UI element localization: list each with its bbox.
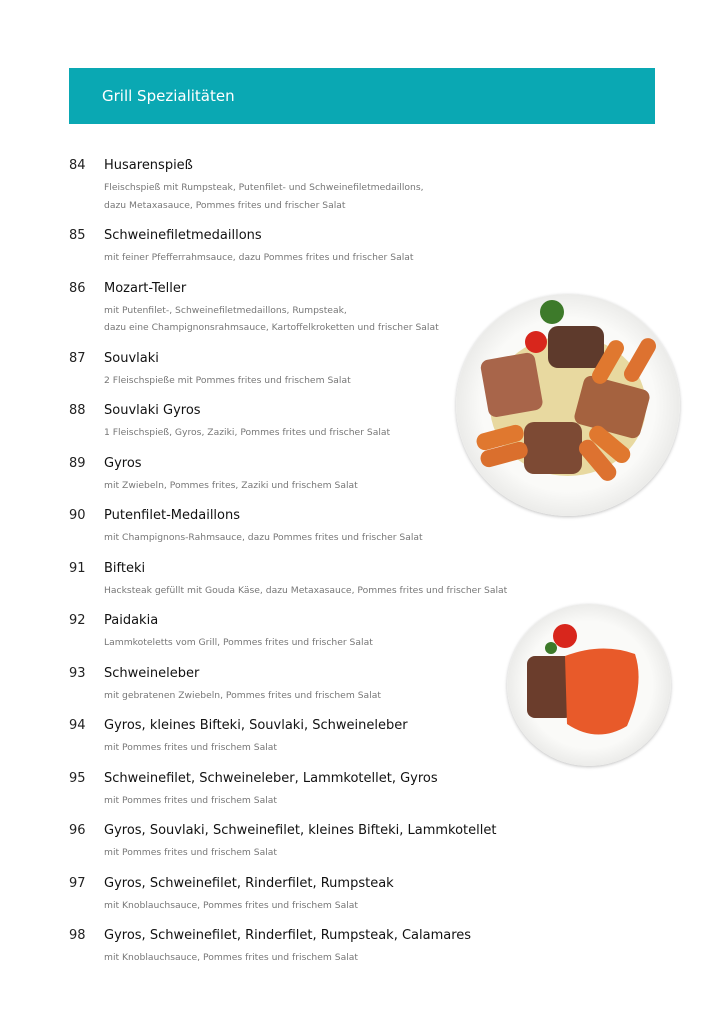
item-description	[104, 739, 277, 757]
item-title: Schweinefilet, Schweineleber, Lammkotellet, Gyros	[104, 770, 438, 786]
menu-item	[69, 228, 549, 281]
item-number: 84	[69, 158, 86, 173]
item-description-line: 2 Fleischspieße mit Pommes frites und frischem Salat	[104, 374, 351, 386]
item-number: 98	[69, 928, 86, 943]
item-title: Husarenspieß	[104, 158, 193, 173]
item-title: Gyros, Souvlaki, Schweinefilet, kleines Bifteki, Lammkotellet	[104, 823, 497, 838]
item-title: Schweineleber	[104, 665, 200, 681]
item-number: 95	[69, 770, 86, 786]
item-title: Souvlaki Gyros	[104, 403, 201, 418]
menu-item	[69, 158, 549, 228]
item-description-line: mit feiner Pfefferrahmsauce, dazu Pommes frites und frischer Salat	[104, 252, 414, 263]
item-description	[104, 897, 358, 915]
item-description	[104, 634, 373, 652]
menu-item	[69, 823, 549, 876]
item-title: Mozart-Teller	[104, 280, 187, 296]
item-title: Souvlaki	[104, 350, 159, 366]
section-header	[69, 68, 655, 124]
menu-item	[69, 771, 549, 824]
menu-list	[69, 158, 549, 981]
item-title: Gyros, kleines Bifteki, Souvlaki, Schweineleber	[104, 718, 408, 733]
item-description	[104, 477, 358, 495]
item-description-line: mit Champignons-Rahmsauce, dazu Pommes frites und frischer Salat	[104, 532, 423, 543]
item-description-line: dazu Metaxasauce, Pommes frites und frischer Salat	[104, 199, 346, 211]
item-description-line: 1 Fleischspieß, Gyros, Zaziki, Pommes frites und frischer Salat	[104, 427, 391, 438]
item-title: Putenfilet-Medaillons	[104, 508, 241, 523]
item-number: 86	[69, 280, 86, 296]
item-description	[104, 582, 507, 600]
item-number: 90	[69, 508, 86, 523]
item-description	[104, 529, 423, 547]
item-number: 87	[69, 350, 86, 366]
schnitzel-food-icon	[507, 604, 671, 766]
item-description-line: mit Zwiebeln, Pommes frites, Zaziki und frischem Salat	[104, 479, 358, 491]
item-description	[104, 844, 277, 862]
menu-item	[69, 666, 549, 719]
item-description-line: mit Pommes frites und frischem Salat	[104, 847, 278, 858]
item-number: 97	[69, 875, 86, 891]
menu-item	[69, 928, 549, 981]
item-description-line: mit Knoblauchsauce, Pommes frites und frischem Salat	[104, 952, 359, 963]
item-title: Gyros	[104, 455, 142, 471]
item-description-line: mit Knoblauchsauce, Pommes frites und frischem Salat	[104, 899, 359, 911]
mixed-grill-plate-image	[456, 294, 680, 516]
item-number: 91	[69, 560, 86, 576]
item-title: Gyros, Schweinefilet, Rinderfilet, Rumpsteak	[104, 875, 394, 891]
item-number: 92	[69, 613, 86, 628]
item-description-line: mit Pommes frites und frischem Salat	[104, 794, 278, 806]
item-description	[104, 179, 424, 214]
item-description	[104, 687, 381, 705]
item-title: Paidakia	[104, 613, 159, 628]
menu-item	[69, 561, 549, 614]
item-number: 93	[69, 665, 86, 681]
menu-item	[69, 613, 549, 666]
item-description-line: mit gebratenen Zwiebeln, Pommes frites und frischem Salat	[104, 689, 381, 701]
item-description-line: mit Pommes frites und frischem Salat	[104, 742, 278, 753]
section-title: Grill Spezialitäten	[102, 87, 235, 105]
item-description	[104, 424, 390, 442]
item-description-line: dazu eine Champignonsrahmsauce, Kartoffelkroketten und frischer Salat	[104, 322, 439, 333]
item-description	[104, 249, 414, 267]
item-number: 88	[69, 403, 86, 418]
mixed-grill-food-icon	[456, 294, 680, 516]
menu-item	[69, 876, 549, 929]
item-description	[104, 372, 351, 390]
item-description	[104, 949, 358, 967]
item-number: 96	[69, 823, 86, 838]
item-number: 94	[69, 718, 86, 733]
item-description-line: Lammkoteletts vom Grill, Pommes frites und frischer Salat	[104, 637, 373, 648]
item-description-line: Fleischspieß mit Rumpsteak, Putenfilet- und Schweinefiletmedaillons,	[104, 182, 424, 193]
menu-item	[69, 718, 549, 771]
item-title: Schweinefiletmedaillons	[104, 228, 262, 243]
item-number: 85	[69, 228, 86, 243]
item-description	[104, 792, 277, 810]
item-description	[104, 302, 439, 337]
item-title: Bifteki	[104, 560, 146, 576]
item-description-line: Hacksteak gefüllt mit Gouda Käse, dazu Metaxasauce, Pommes frites und frischer Salat	[104, 584, 508, 596]
item-title: Gyros, Schweinefilet, Rinderfilet, Rumpsteak, Calamares	[104, 928, 472, 943]
item-number: 89	[69, 455, 86, 471]
item-description-line: mit Putenfilet-, Schweinefiletmedaillons, Rumpsteak,	[104, 304, 347, 316]
schnitzel-plate-image	[507, 604, 671, 766]
